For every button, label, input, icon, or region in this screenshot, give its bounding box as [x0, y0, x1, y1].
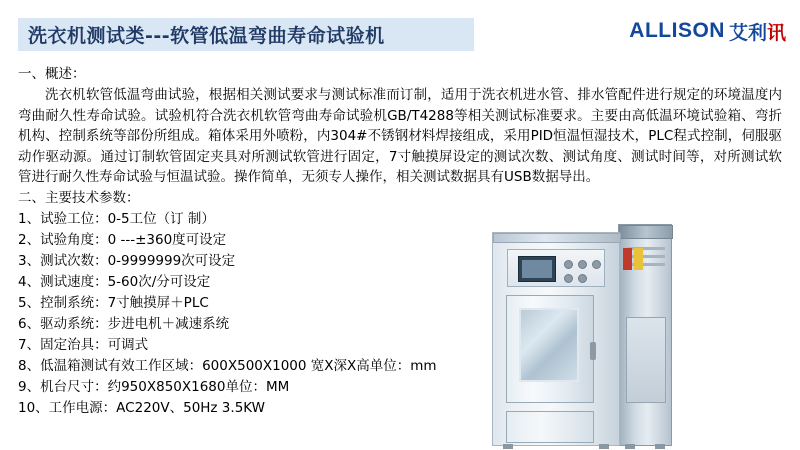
machine-main-body: [492, 232, 620, 446]
section-overview-title: 一、概述：: [18, 66, 86, 82]
page-title-banner: [18, 18, 474, 51]
list-item: 8、低温箱测试有效工作区域：600X500X1000 宽X深X高单位：mm: [18, 357, 437, 374]
touch-screen: [518, 256, 556, 282]
red-warning-label: [623, 248, 632, 270]
control-knob-icon: [578, 260, 587, 269]
control-knob-icon: [564, 260, 573, 269]
spec-list: [18, 209, 488, 419]
side-vent-line: [627, 255, 665, 258]
logo-text: ALLISON: [629, 19, 725, 42]
list-item: 5、控制系统：7寸触摸屏＋PLC: [18, 294, 209, 311]
page-header: [0, 0, 800, 62]
machine-foot: [625, 444, 635, 449]
control-knob-icon: [564, 274, 573, 283]
side-access-panel: [626, 317, 666, 403]
control-knob-icon: [592, 260, 601, 269]
logo-chinese-name: [729, 18, 786, 45]
door-handle: [590, 342, 596, 360]
machine-foot: [655, 444, 665, 449]
side-cabinet-top: [619, 225, 673, 239]
list-item: 10、工作电源：AC220V、50Hz 3.5KW: [18, 399, 266, 416]
side-vent-line: [627, 263, 665, 266]
company-logo: [629, 16, 786, 46]
list-item: 7、固定治具：可调式: [18, 336, 149, 353]
side-vent-line: [627, 247, 665, 250]
product-photo: [492, 224, 678, 446]
list-item: 1、试验工位：0-5工位（订 制）: [18, 210, 215, 227]
lower-drawer: [506, 411, 594, 443]
list-item: 2、试验角度：0 ---±360度可设定: [18, 231, 227, 248]
machine-foot: [503, 444, 513, 449]
list-item: 9、机台尺寸：约950X850X1680单位：MM: [18, 378, 290, 395]
logo-chinese-prefix: 艾利: [728, 21, 767, 44]
door-window: [519, 308, 579, 382]
list-item: 6、驱动系统：步进电机＋减速系统: [18, 315, 230, 332]
section-specs-title: 二、主要技术参数：: [18, 189, 140, 206]
control-panel: [507, 249, 605, 287]
logo-chinese-highlight: 讯: [766, 21, 786, 44]
page-title: 洗衣机测试类---软管低温弯曲寿命试验机: [28, 25, 385, 47]
list-item: 4、测试速度：5-60次/分可设定: [18, 273, 211, 290]
yellow-warning-label: [634, 248, 643, 270]
section-overview-paragraph: 洗衣机软管低温弯曲试验，根据相关测试要求与测试标准而订制，适用于洗衣机进水管、排水管配件进行规定的环境温度内弯曲耐久性寿命试验。试验机符合洗衣机软管弯曲寿命试验机GB/T4288等相关测试标准要求。主要由高低温环境试验箱、弯折机构、控制系统等部份所组成。箱体采用外喷粉，内304#不锈钢材料焊接组成，采用PID恒温恒湿技术，PLC程式控制，伺服驱动作驱动源。通过订制软管固定夹具对所测试软管进行固定，7寸触摸屏设定的测试次数、测试角度、测试时间等，对所测试软管进行耐久性寿命试验与恒温试验。操作简单，无须专人操作，相关测试数据具有USB数据导出。: [18, 87, 782, 185]
touch-screen-display: [522, 260, 552, 278]
chamber-door: [506, 295, 594, 403]
machine-top-cap: [493, 233, 621, 243]
list-item: 3、测试次数：0-9999999次可设定: [18, 252, 236, 269]
machine-foot: [599, 444, 609, 449]
control-knob-icon: [578, 274, 587, 283]
